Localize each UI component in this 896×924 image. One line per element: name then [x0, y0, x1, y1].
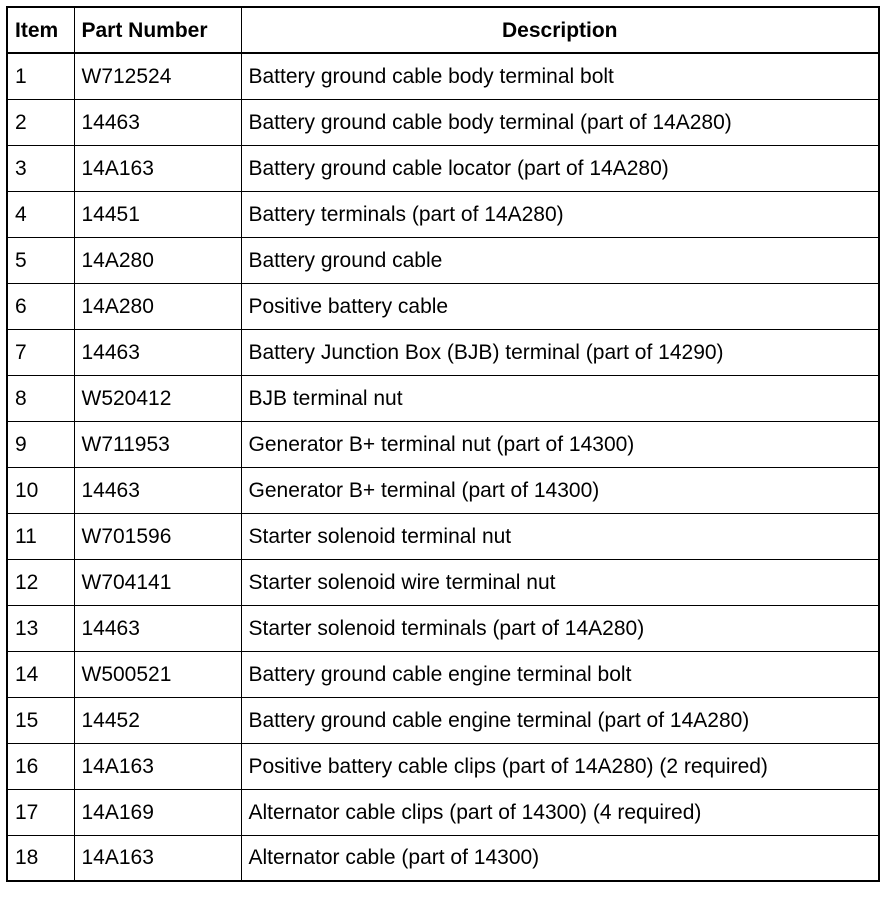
table-row — [7, 651, 879, 697]
table-row — [7, 789, 879, 835]
table-row — [7, 697, 879, 743]
header-row — [7, 7, 879, 53]
header-description: Description — [241, 7, 879, 53]
cell-part-number: 14463 — [74, 467, 241, 513]
cell-item: 8 — [7, 375, 74, 421]
cell-part-number: W704141 — [74, 559, 241, 605]
cell-part-number: W520412 — [74, 375, 241, 421]
cell-part-number: 14A163 — [74, 835, 241, 881]
table-body — [7, 53, 879, 881]
cell-item: 7 — [7, 329, 74, 375]
cell-description: Battery terminals (part of 14A280) — [241, 191, 879, 237]
table-row — [7, 191, 879, 237]
cell-item: 3 — [7, 145, 74, 191]
cell-description: Positive battery cable clips (part of 14A280) (2 required) — [241, 743, 879, 789]
cell-item: 16 — [7, 743, 74, 789]
cell-part-number: 14A163 — [74, 743, 241, 789]
cell-item: 9 — [7, 421, 74, 467]
cell-item: 10 — [7, 467, 74, 513]
cell-description: Battery ground cable — [241, 237, 879, 283]
table-row — [7, 145, 879, 191]
cell-item: 1 — [7, 53, 74, 99]
cell-item: 4 — [7, 191, 74, 237]
cell-item: 12 — [7, 559, 74, 605]
cell-item: 15 — [7, 697, 74, 743]
table-row — [7, 237, 879, 283]
cell-item: 17 — [7, 789, 74, 835]
cell-description: Starter solenoid wire terminal nut — [241, 559, 879, 605]
cell-description: Alternator cable (part of 14300) — [241, 835, 879, 881]
cell-part-number: 14A163 — [74, 145, 241, 191]
table-row — [7, 743, 879, 789]
cell-item: 5 — [7, 237, 74, 283]
cell-item: 18 — [7, 835, 74, 881]
cell-description: Alternator cable clips (part of 14300) (4 required) — [241, 789, 879, 835]
table-row — [7, 421, 879, 467]
table-row — [7, 467, 879, 513]
cell-description: Generator B+ terminal nut (part of 14300) — [241, 421, 879, 467]
header-item: Item — [7, 7, 74, 53]
table-row — [7, 605, 879, 651]
cell-part-number: 14463 — [74, 605, 241, 651]
cell-part-number: 14451 — [74, 191, 241, 237]
cell-part-number: W500521 — [74, 651, 241, 697]
table-row — [7, 283, 879, 329]
cell-description: Starter solenoid terminals (part of 14A280) — [241, 605, 879, 651]
cell-part-number: W712524 — [74, 53, 241, 99]
cell-item: 13 — [7, 605, 74, 651]
cell-description: Positive battery cable — [241, 283, 879, 329]
cell-item: 2 — [7, 99, 74, 145]
cell-part-number: W711953 — [74, 421, 241, 467]
cell-description: Battery ground cable engine terminal (part of 14A280) — [241, 697, 879, 743]
table-row — [7, 329, 879, 375]
cell-description: Battery ground cable body terminal (part of 14A280) — [241, 99, 879, 145]
header-part-number: Part Number — [74, 7, 241, 53]
table-header — [7, 7, 879, 53]
table-row — [7, 99, 879, 145]
cell-description: Battery Junction Box (BJB) terminal (part of 14290) — [241, 329, 879, 375]
cell-description: Starter solenoid terminal nut — [241, 513, 879, 559]
cell-part-number: 14463 — [74, 99, 241, 145]
cell-part-number: 14A169 — [74, 789, 241, 835]
table-row — [7, 375, 879, 421]
cell-part-number: 14A280 — [74, 237, 241, 283]
cell-part-number: 14463 — [74, 329, 241, 375]
cell-description: Generator B+ terminal (part of 14300) — [241, 467, 879, 513]
table-row — [7, 835, 879, 881]
cell-part-number: 14A280 — [74, 283, 241, 329]
cell-item: 11 — [7, 513, 74, 559]
cell-part-number: 14452 — [74, 697, 241, 743]
cell-description: Battery ground cable body terminal bolt — [241, 53, 879, 99]
cell-description: Battery ground cable engine terminal bolt — [241, 651, 879, 697]
parts-table — [6, 6, 880, 882]
cell-description: BJB terminal nut — [241, 375, 879, 421]
table-row — [7, 53, 879, 99]
cell-part-number: W701596 — [74, 513, 241, 559]
table-row — [7, 559, 879, 605]
table-row — [7, 513, 879, 559]
cell-item: 6 — [7, 283, 74, 329]
cell-item: 14 — [7, 651, 74, 697]
cell-description: Battery ground cable locator (part of 14A280) — [241, 145, 879, 191]
